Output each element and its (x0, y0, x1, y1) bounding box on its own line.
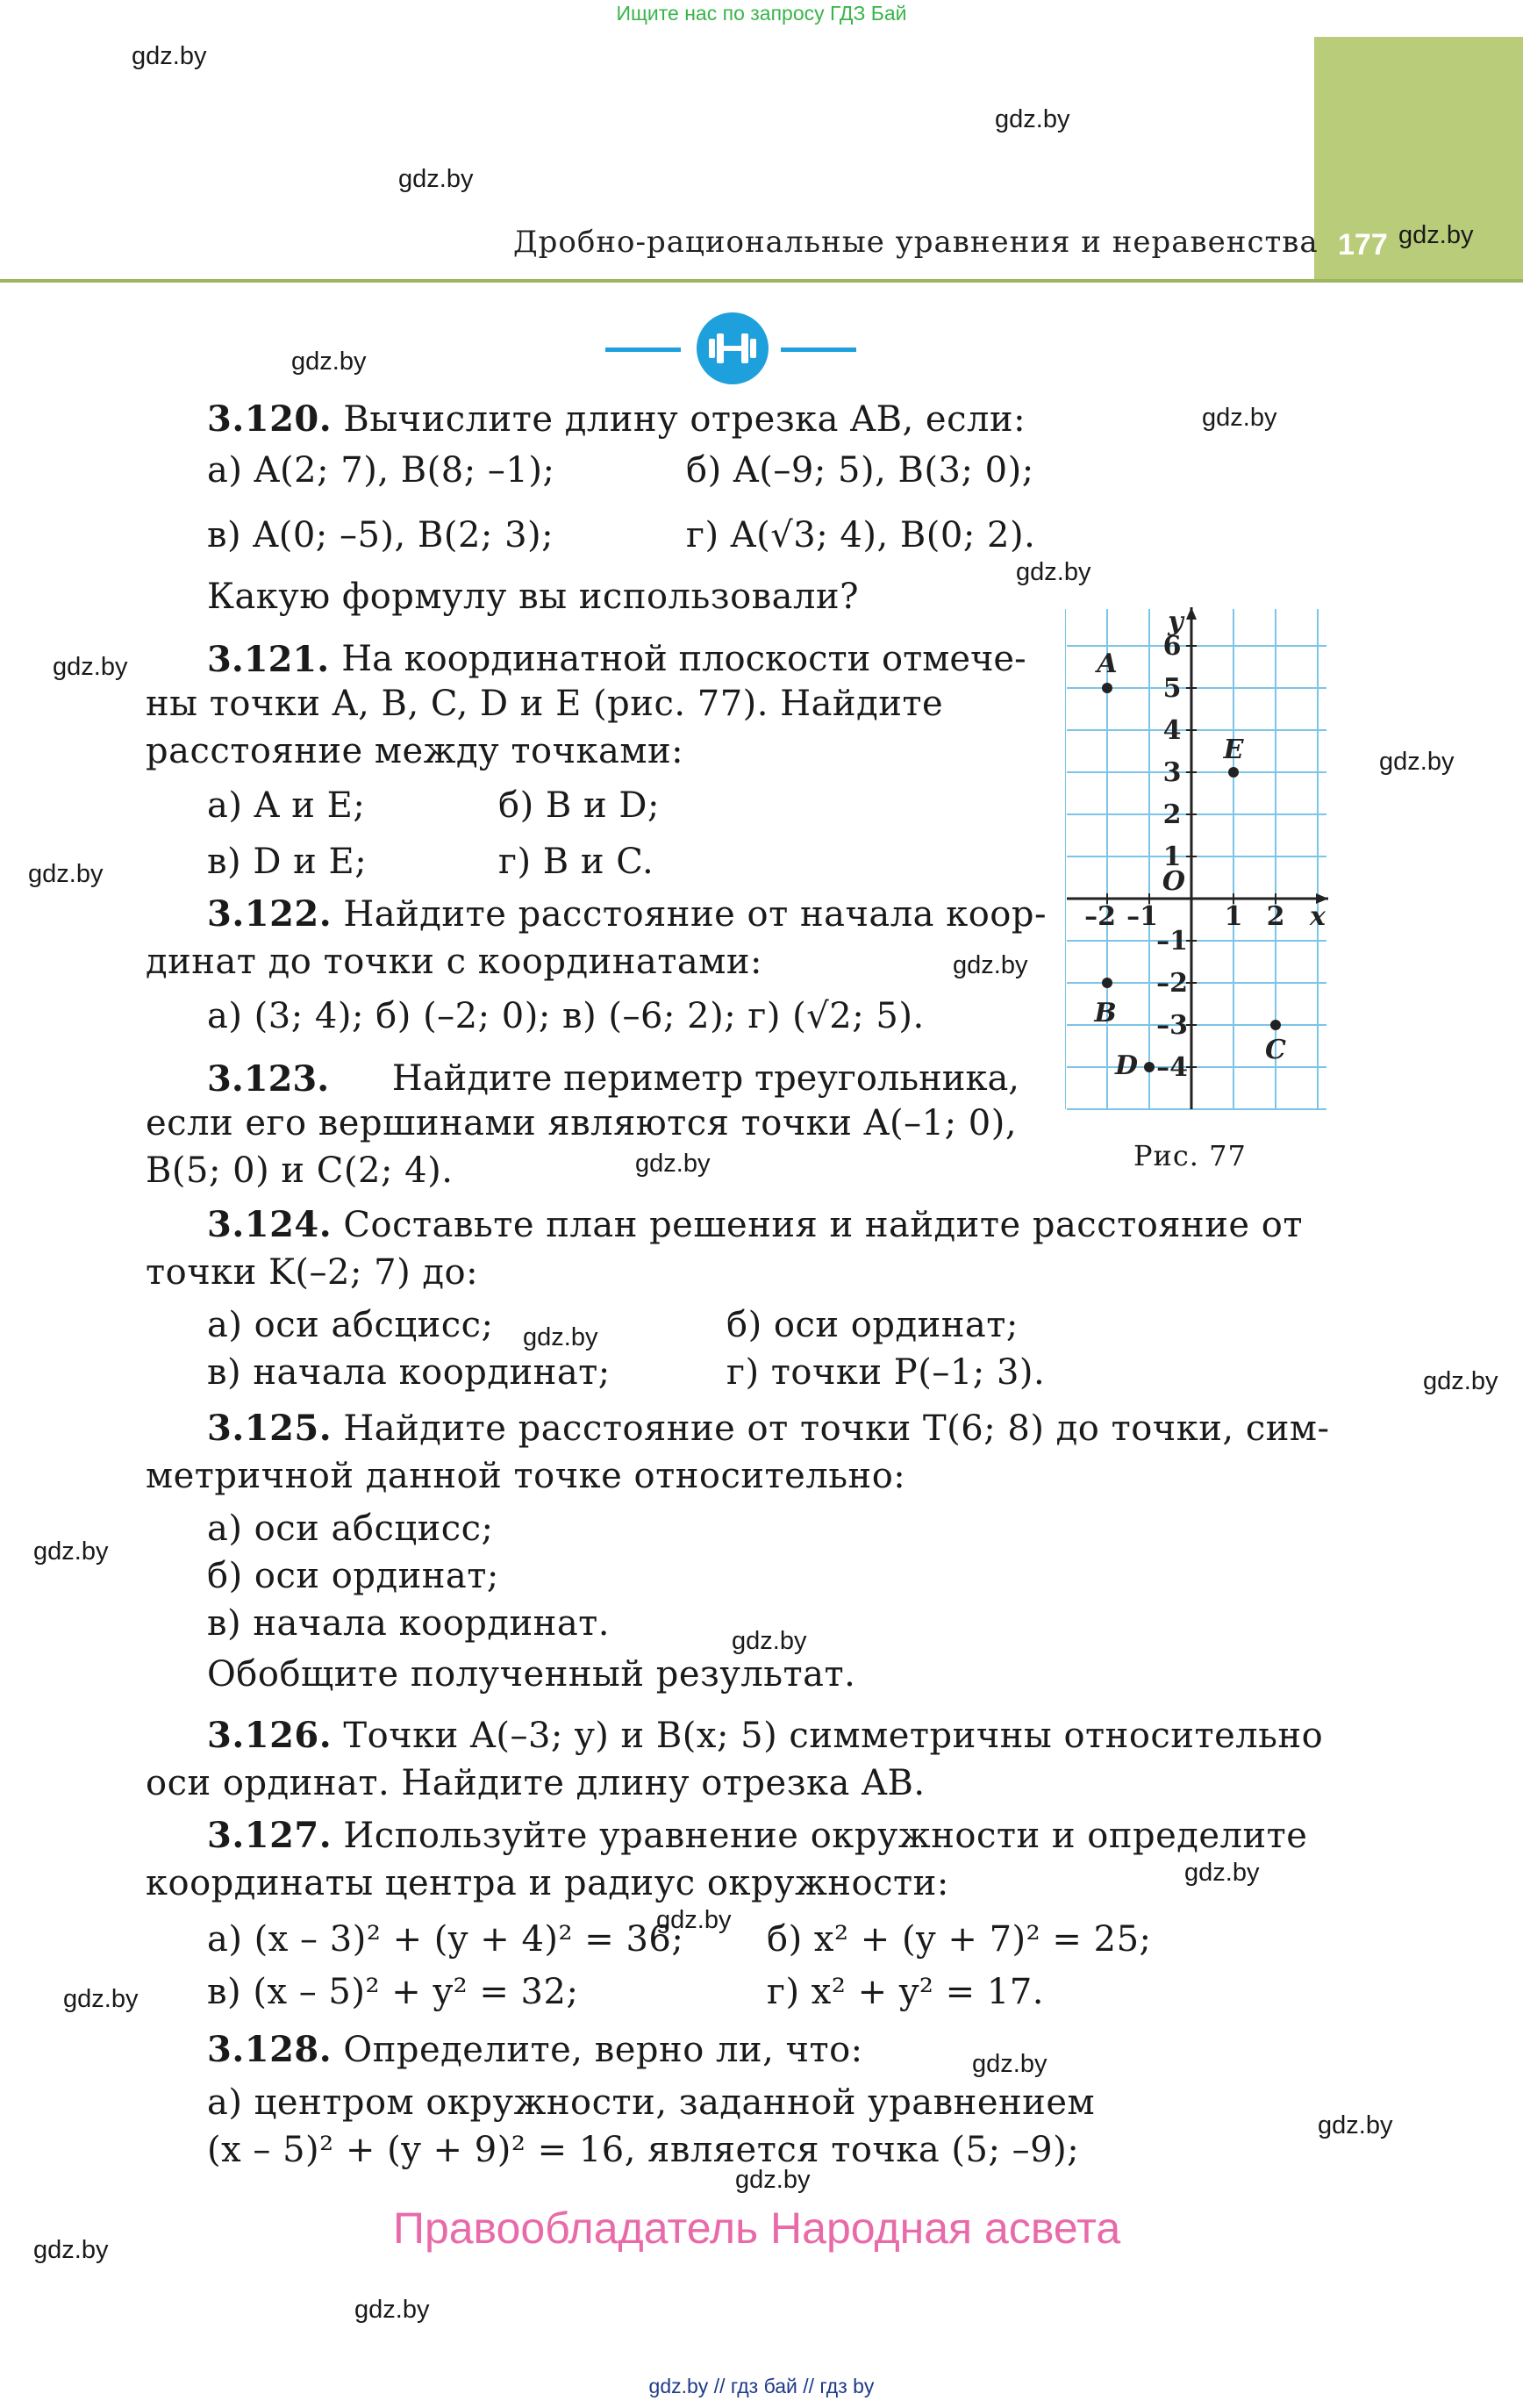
y-tick-label: –4 (1156, 1052, 1188, 1083)
problem-text: Найдите расстояние от начала коор- (343, 894, 1047, 935)
option-a: а) (x – 3)² + (y + 4)² = 36; (207, 1919, 684, 1960)
problem-text: ны точки A, B, C, D и E (рис. 77). Найдите (146, 684, 944, 724)
figure-77 (1065, 607, 1328, 1120)
watermark: gdz.by (53, 653, 128, 681)
y-tick-label: 1 (1162, 842, 1182, 872)
x-axis-label: x (1310, 901, 1326, 932)
section-marker (605, 312, 856, 391)
problem-text: Точки A(–3; y) и B(x; 5) симметричны относительно (343, 1716, 1324, 1756)
point-C (1270, 1020, 1281, 1030)
rights-holder: Правообладатель Народная асвета (393, 2204, 1121, 2253)
option-a-continued: (x – 5)² + (y + 9)² = 16, является точка (5; –9); (207, 2130, 1080, 2170)
option-b: б) B и D; (498, 785, 660, 826)
problem-text: Вычислите длину отрезка AB, если: (343, 399, 1026, 440)
option-d: г) x² + y² = 17. (767, 1972, 1045, 2012)
problem-number: 3.127. (207, 1815, 332, 1856)
watermark: gdz.by (656, 1906, 732, 1934)
y-axis-arrow (1186, 607, 1197, 620)
option-a: а) A и E; (207, 785, 366, 826)
question: Какую формулу вы использовали? (207, 577, 860, 617)
option-c: в) (x – 5)² + y² = 32; (207, 1972, 579, 2012)
watermark: gdz.by (1379, 748, 1455, 776)
point-B (1102, 978, 1112, 988)
coordinate-grid (1065, 607, 1328, 1116)
problem-text: точки K(–2; 7) до: (146, 1252, 479, 1293)
problem-number: 3.120. (207, 398, 332, 440)
watermark: gdz.by (354, 2296, 430, 2324)
option-a: а) центром окружности, заданной уравнением (207, 2082, 1096, 2123)
problem-3-120 (207, 398, 1026, 440)
problem-3-125 (207, 1408, 1330, 1449)
header-rule (0, 279, 1523, 283)
problem-number: 3.123. (207, 1058, 330, 1100)
y-tick-label: –3 (1156, 1010, 1188, 1041)
option-b: б) x² + (y + 7)² = 25; (767, 1919, 1152, 1960)
watermark: gdz.by (33, 2236, 109, 2264)
watermark: gdz.by (995, 105, 1070, 133)
problem-3-127 (207, 1815, 1308, 1856)
problem-text: Найдите расстояние от точки T(6; 8) до точки, сим- (343, 1408, 1330, 1449)
point-label-C: C (1265, 1035, 1286, 1065)
point-label-A: A (1097, 649, 1118, 679)
watermark: gdz.by (1184, 1859, 1260, 1887)
watermark: gdz.by (972, 2050, 1048, 2078)
problem-text: метричной данной точке относительно: (146, 1456, 906, 1496)
dumbbell-icon (697, 312, 769, 384)
option-a: а) оси абсцисс; (207, 1509, 494, 1549)
watermark: gdz.by (735, 2166, 811, 2194)
bottom-banner: gdz.by // гдз бай // гдз by (648, 2375, 875, 2397)
option-c: в) D и E; (207, 842, 368, 882)
problem-number: 3.121. (207, 639, 330, 680)
problem-number: 3.126. (207, 1715, 332, 1756)
question: Обобщите полученный результат. (207, 1654, 856, 1695)
option-a: а) оси абсцисс; (207, 1305, 494, 1345)
y-axis-label: y (1168, 607, 1183, 637)
problem-number: 3.124. (207, 1204, 332, 1245)
figure-caption: Рис. 77 (1133, 1139, 1247, 1172)
point-D (1144, 1062, 1155, 1072)
problem-3-124 (207, 1204, 1303, 1245)
watermark: gdz.by (398, 165, 474, 193)
option-d: г) B и C. (498, 842, 654, 882)
problem-3-122 (207, 893, 1047, 935)
x-tick-label: 1 (1224, 901, 1243, 932)
problem-text: оси ординат. Найдите длину отрезка AB. (146, 1763, 926, 1803)
watermark: gdz.by (635, 1150, 711, 1178)
origin-label: O (1162, 866, 1186, 897)
y-tick-label: 5 (1162, 673, 1182, 704)
option-a: а) A(2; 7), B(8; –1); (207, 450, 555, 491)
watermark: gdz.by (33, 1537, 109, 1566)
problem-number: 3.122. (207, 893, 332, 935)
chapter-title: Дробно-рациональные уравнения и неравенства (513, 225, 1319, 260)
problem-text: Определите, верно ли, что: (343, 2030, 863, 2070)
top-banner: Ищите нас по запросу ГДЗ Бай (616, 2, 907, 25)
watermark: gdz.by (1016, 558, 1091, 586)
problem-number: 3.128. (207, 2029, 332, 2070)
watermark: gdz.by (63, 1985, 139, 2013)
problem-text: если его вершинами являются точки A(–1; 0), (146, 1103, 1018, 1143)
problem-3-128 (207, 2029, 863, 2070)
y-tick-label: 2 (1162, 799, 1182, 830)
y-tick-label: 6 (1162, 631, 1182, 662)
option-c: в) A(0; –5), B(2; 3); (207, 515, 554, 555)
watermark: gdz.by (1423, 1367, 1498, 1395)
watermark: gdz.by (1398, 221, 1474, 249)
option-d: г) A(√3; 4), B(0; 2). (686, 515, 1036, 555)
point-A (1102, 683, 1112, 693)
option-d: г) точки P(–1; 3). (726, 1352, 1046, 1393)
x-tick-label: –2 (1084, 901, 1116, 932)
watermark: gdz.by (291, 348, 367, 376)
watermark: gdz.by (28, 860, 104, 888)
point-E (1228, 767, 1239, 778)
watermark: gdz.by (1318, 2111, 1393, 2139)
page-number: 177 (1338, 228, 1388, 262)
point-label-D: D (1114, 1050, 1139, 1081)
option-b: б) оси ординат; (207, 1556, 499, 1596)
y-tick-label: –2 (1156, 968, 1188, 999)
x-tick-label: 2 (1266, 901, 1285, 932)
problem-text: координаты центра и радиус окружности: (146, 1863, 949, 1903)
option-b: б) A(–9; 5), B(3; 0); (686, 450, 1034, 491)
option-c: в) начала координат. (207, 1603, 611, 1644)
watermark: gdz.by (732, 1627, 807, 1655)
problem-text: Используйте уравнение окружности и определите (343, 1816, 1308, 1856)
y-tick-label: –1 (1156, 926, 1188, 957)
point-label-E: E (1223, 735, 1244, 765)
problem-3-126 (207, 1715, 1324, 1756)
y-tick-label: 3 (1162, 757, 1182, 788)
problem-text: Найдите периметр треугольника, (391, 1058, 1019, 1099)
y-tick-label: 4 (1162, 715, 1182, 746)
problem-number: 3.125. (207, 1408, 332, 1449)
watermark: gdz.by (132, 42, 207, 70)
problem-text: динат до точки с координатами: (146, 942, 763, 982)
problem-text: Составьте план решения и найдите расстояние от (343, 1205, 1303, 1245)
problem-text: На координатной плоскости отмече- (341, 639, 1026, 679)
problem-text: расстояние между точками: (146, 731, 684, 771)
watermark: gdz.by (1202, 404, 1277, 432)
problem-3-123 (207, 1058, 1019, 1100)
options: а) (3; 4); б) (–2; 0); в) (–6; 2); г) (√2; 5). (207, 996, 925, 1036)
watermark: gdz.by (953, 951, 1028, 979)
problem-text: B(5; 0) и C(2; 4). (146, 1150, 454, 1191)
point-label-B: B (1094, 998, 1117, 1028)
watermark: gdz.by (523, 1323, 598, 1351)
x-tick-label: –1 (1126, 901, 1158, 932)
option-c: в) начала координат; (207, 1352, 611, 1393)
option-b: б) оси ординат; (726, 1305, 1019, 1345)
problem-3-121 (207, 639, 1026, 680)
